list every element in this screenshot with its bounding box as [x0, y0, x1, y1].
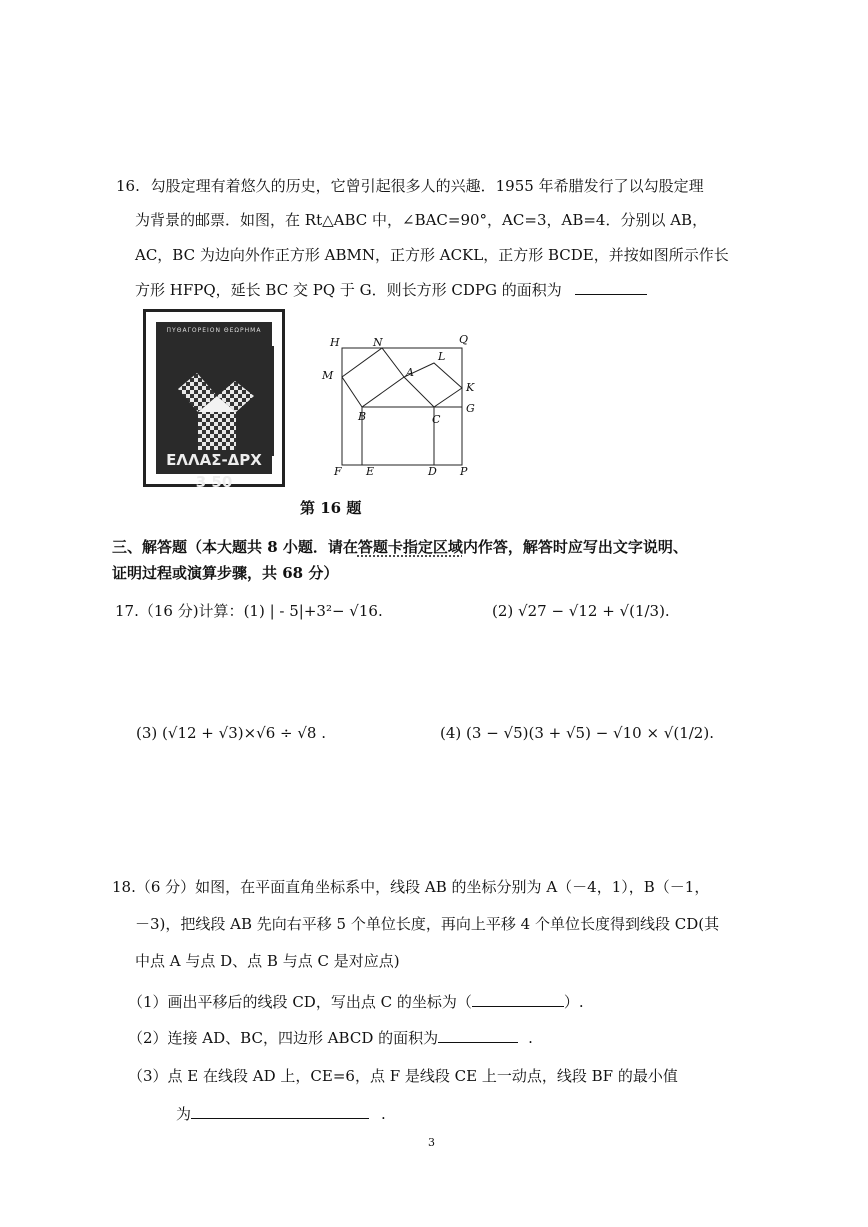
section3-emphasis: 答题卡指定区域 — [357, 538, 463, 556]
label-D: D — [428, 465, 437, 478]
stamp-top-text: ΠΥΘΑΓΟΡΕΙΟΝ ΘΕΩΡΗΜΑ — [166, 327, 262, 334]
page-number: 3 — [428, 1136, 435, 1149]
label-A: A — [406, 366, 414, 379]
label-M: M — [322, 369, 334, 382]
label-N: N — [373, 336, 383, 349]
q17-part4 — [440, 723, 714, 743]
stamp-squares-figure — [158, 346, 274, 456]
q18-part-2 — [128, 1028, 533, 1048]
label-B: B — [358, 410, 367, 423]
section3-line-1 — [112, 537, 688, 557]
pythagoras-stamp-image — [143, 309, 285, 491]
q17-expr-3: (√12 + √3)×√6 ÷ √8 . — [162, 724, 326, 742]
section3-line-2: 证明过程或演算步骤，共 68 分） — [112, 564, 339, 582]
q18-part1-text: （1）画出平移后的线段 CD，写出点 C 的坐标为（ — [128, 993, 472, 1011]
q16-number: 16. — [116, 177, 140, 195]
q18-part3-b-text: 为 — [176, 1105, 192, 1123]
q18-answer-blank-2[interactable] — [438, 1028, 518, 1043]
q17-label-4: (4) — [440, 724, 462, 742]
q16-line-4 — [135, 280, 647, 300]
label-P: P — [460, 465, 468, 478]
q17-lead: 17.（16 分)计算：(1) — [115, 602, 265, 620]
q18-line-3: 中点 A 与点 D、点 B 与点 C 是对应点) — [135, 952, 400, 970]
label-C: C — [432, 413, 441, 426]
q16-text-1: 勾股定理有着悠久的历史，它曾引起很多人的兴趣．1955 年希腊发行了以勾股定理 — [150, 177, 704, 195]
q18-part2-text: （2）连接 AD、BC，四边形 ABCD 的面积为 — [128, 1029, 439, 1047]
q18-part-3: （3）点 E 在线段 AD 上，CE=6，点 F 是线段 CE 上一动点，线段 BF 的最小值 — [128, 1067, 678, 1085]
q16-answer-blank[interactable] — [575, 280, 647, 295]
label-H: H — [330, 336, 340, 349]
q18-answer-blank-3[interactable] — [191, 1104, 369, 1119]
q18-line-2: －3)，把线段 AB 先向右平移 5 个单位长度，再向上平移 4 个单位长度得到线段 CD(其 — [135, 915, 720, 933]
pythagoras-figure — [320, 330, 490, 480]
q17-expr-4: (3 − √5)(3 + √5) − √10 × √(1/2). — [466, 724, 714, 742]
q16-line-2: 为背景的邮票．如图，在 Rt△ABC 中，∠BAC=90°，AC=3，AB=4．分别以 AB， — [135, 211, 708, 229]
section3-text-a: 三、解答题（本大题共 8 小题．请在 — [112, 538, 358, 556]
q18-part-1 — [128, 992, 584, 1012]
q17-expr-2: √27 − √12 + √(1/3). — [518, 602, 670, 620]
q17-part2 — [492, 601, 670, 621]
q16-caption: 第 16 题 — [300, 499, 362, 517]
q17-label-2: (2) — [492, 602, 514, 620]
q17-label-3: (3) — [136, 724, 158, 742]
q18-part-3b — [176, 1104, 386, 1124]
label-K: K — [466, 381, 475, 394]
label-F: F — [334, 465, 342, 478]
label-Q: Q — [459, 333, 469, 346]
q16-text-4: 方形 HFPQ，延长 BC 交 PQ 于 G．则长方形 CDPG 的面积为 — [135, 281, 562, 299]
q16-line-1 — [116, 176, 704, 196]
label-E: E — [366, 465, 375, 478]
q17-part3 — [136, 723, 326, 743]
q17-part1 — [115, 601, 383, 621]
q16-line-3: AC，BC 为边向外作正方形 ABMN，正方形 ACKL，正方形 BCDE，并按如图所示作长 — [135, 246, 729, 264]
q18-line-1: 18.（6 分）如图，在平面直角坐标系中，线段 AB 的坐标分别为 A（－4，1），B（－1， — [112, 878, 710, 896]
section3-text-b: 内作答，解答时应写出文字说明、 — [462, 538, 688, 556]
q18-answer-blank-1[interactable] — [472, 992, 564, 1007]
stamp-bottom-text: ΕΛΛΑΣ-ΔΡΧ 3 50 — [166, 451, 262, 491]
q18-part2-end: . — [528, 1029, 533, 1047]
q17-expr-1: | - 5|+3²− √16. — [269, 602, 383, 620]
label-L: L — [438, 350, 446, 363]
q18-part1-end: ）. — [563, 993, 584, 1011]
stamp-inner — [156, 322, 272, 491]
q18-part3-end: . — [381, 1105, 386, 1123]
label-G: G — [466, 402, 475, 415]
